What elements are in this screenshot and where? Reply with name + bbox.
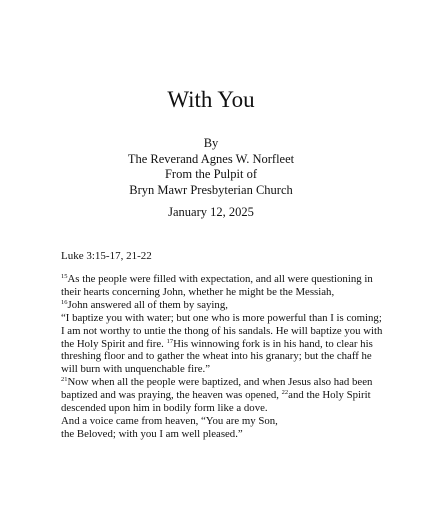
verse-number: 21: [61, 376, 68, 384]
scripture-reference: Luke 3:15-17, 21-22: [61, 250, 152, 262]
scripture-line: the Holy Spirit and fire. $^{17}$His winnowing fork is in his hand, to clear his: [61, 337, 373, 350]
scripture-line: “I baptize you with water; but one who is more powerful than I is coming;: [61, 311, 382, 324]
sermon-date: January 12, 2025: [168, 205, 254, 219]
scripture-line: their hearts concerning John, whether he might be the Messiah,: [61, 285, 335, 298]
byline-author: The Reverand Agnes W. Norfleet: [127, 151, 295, 166]
scripture-line: the Beloved; with you I am well pleased.”: [61, 427, 243, 440]
scripture-line: descended upon him in bodily form like a dove.: [61, 402, 268, 415]
byline-by: By: [203, 136, 219, 150]
scripture-line: I am not worthy to untie the thong of his sandals. He will baptize you with: [61, 324, 383, 337]
verse-number: 22: [281, 389, 289, 397]
byline: [0, 136, 422, 198]
byline-church: Bryn Mawr Presbyterian Church: [129, 182, 293, 197]
scripture-line: $^{16}$John answered all of them by saying,: [61, 298, 228, 311]
verse-number: 17: [166, 337, 174, 345]
scripture-line: And a voice came from heaven, “You are my Son,: [61, 414, 278, 427]
byline-from: From the Pulpit of: [164, 167, 258, 181]
scripture-line: $^{15}$As the people were filled with expectation, and all were questioning in: [61, 273, 373, 285]
verse-number: 16: [61, 298, 68, 306]
scripture-line: baptized and was praying, the heaven was opened, $^{22}$and the Holy Spirit: [61, 389, 371, 402]
verse-number: 15: [61, 273, 68, 280]
scripture-line: will burn with unquenchable fire.”: [61, 363, 211, 376]
sermon-title: With You: [167, 87, 255, 112]
scripture-line: $^{21}$Now when all the people were baptized, and when Jesus also had been: [61, 376, 373, 389]
scripture-line: threshing floor and to gather the wheat into his granary; but the chaff he: [61, 350, 372, 363]
scripture-passage: [61, 273, 383, 441]
